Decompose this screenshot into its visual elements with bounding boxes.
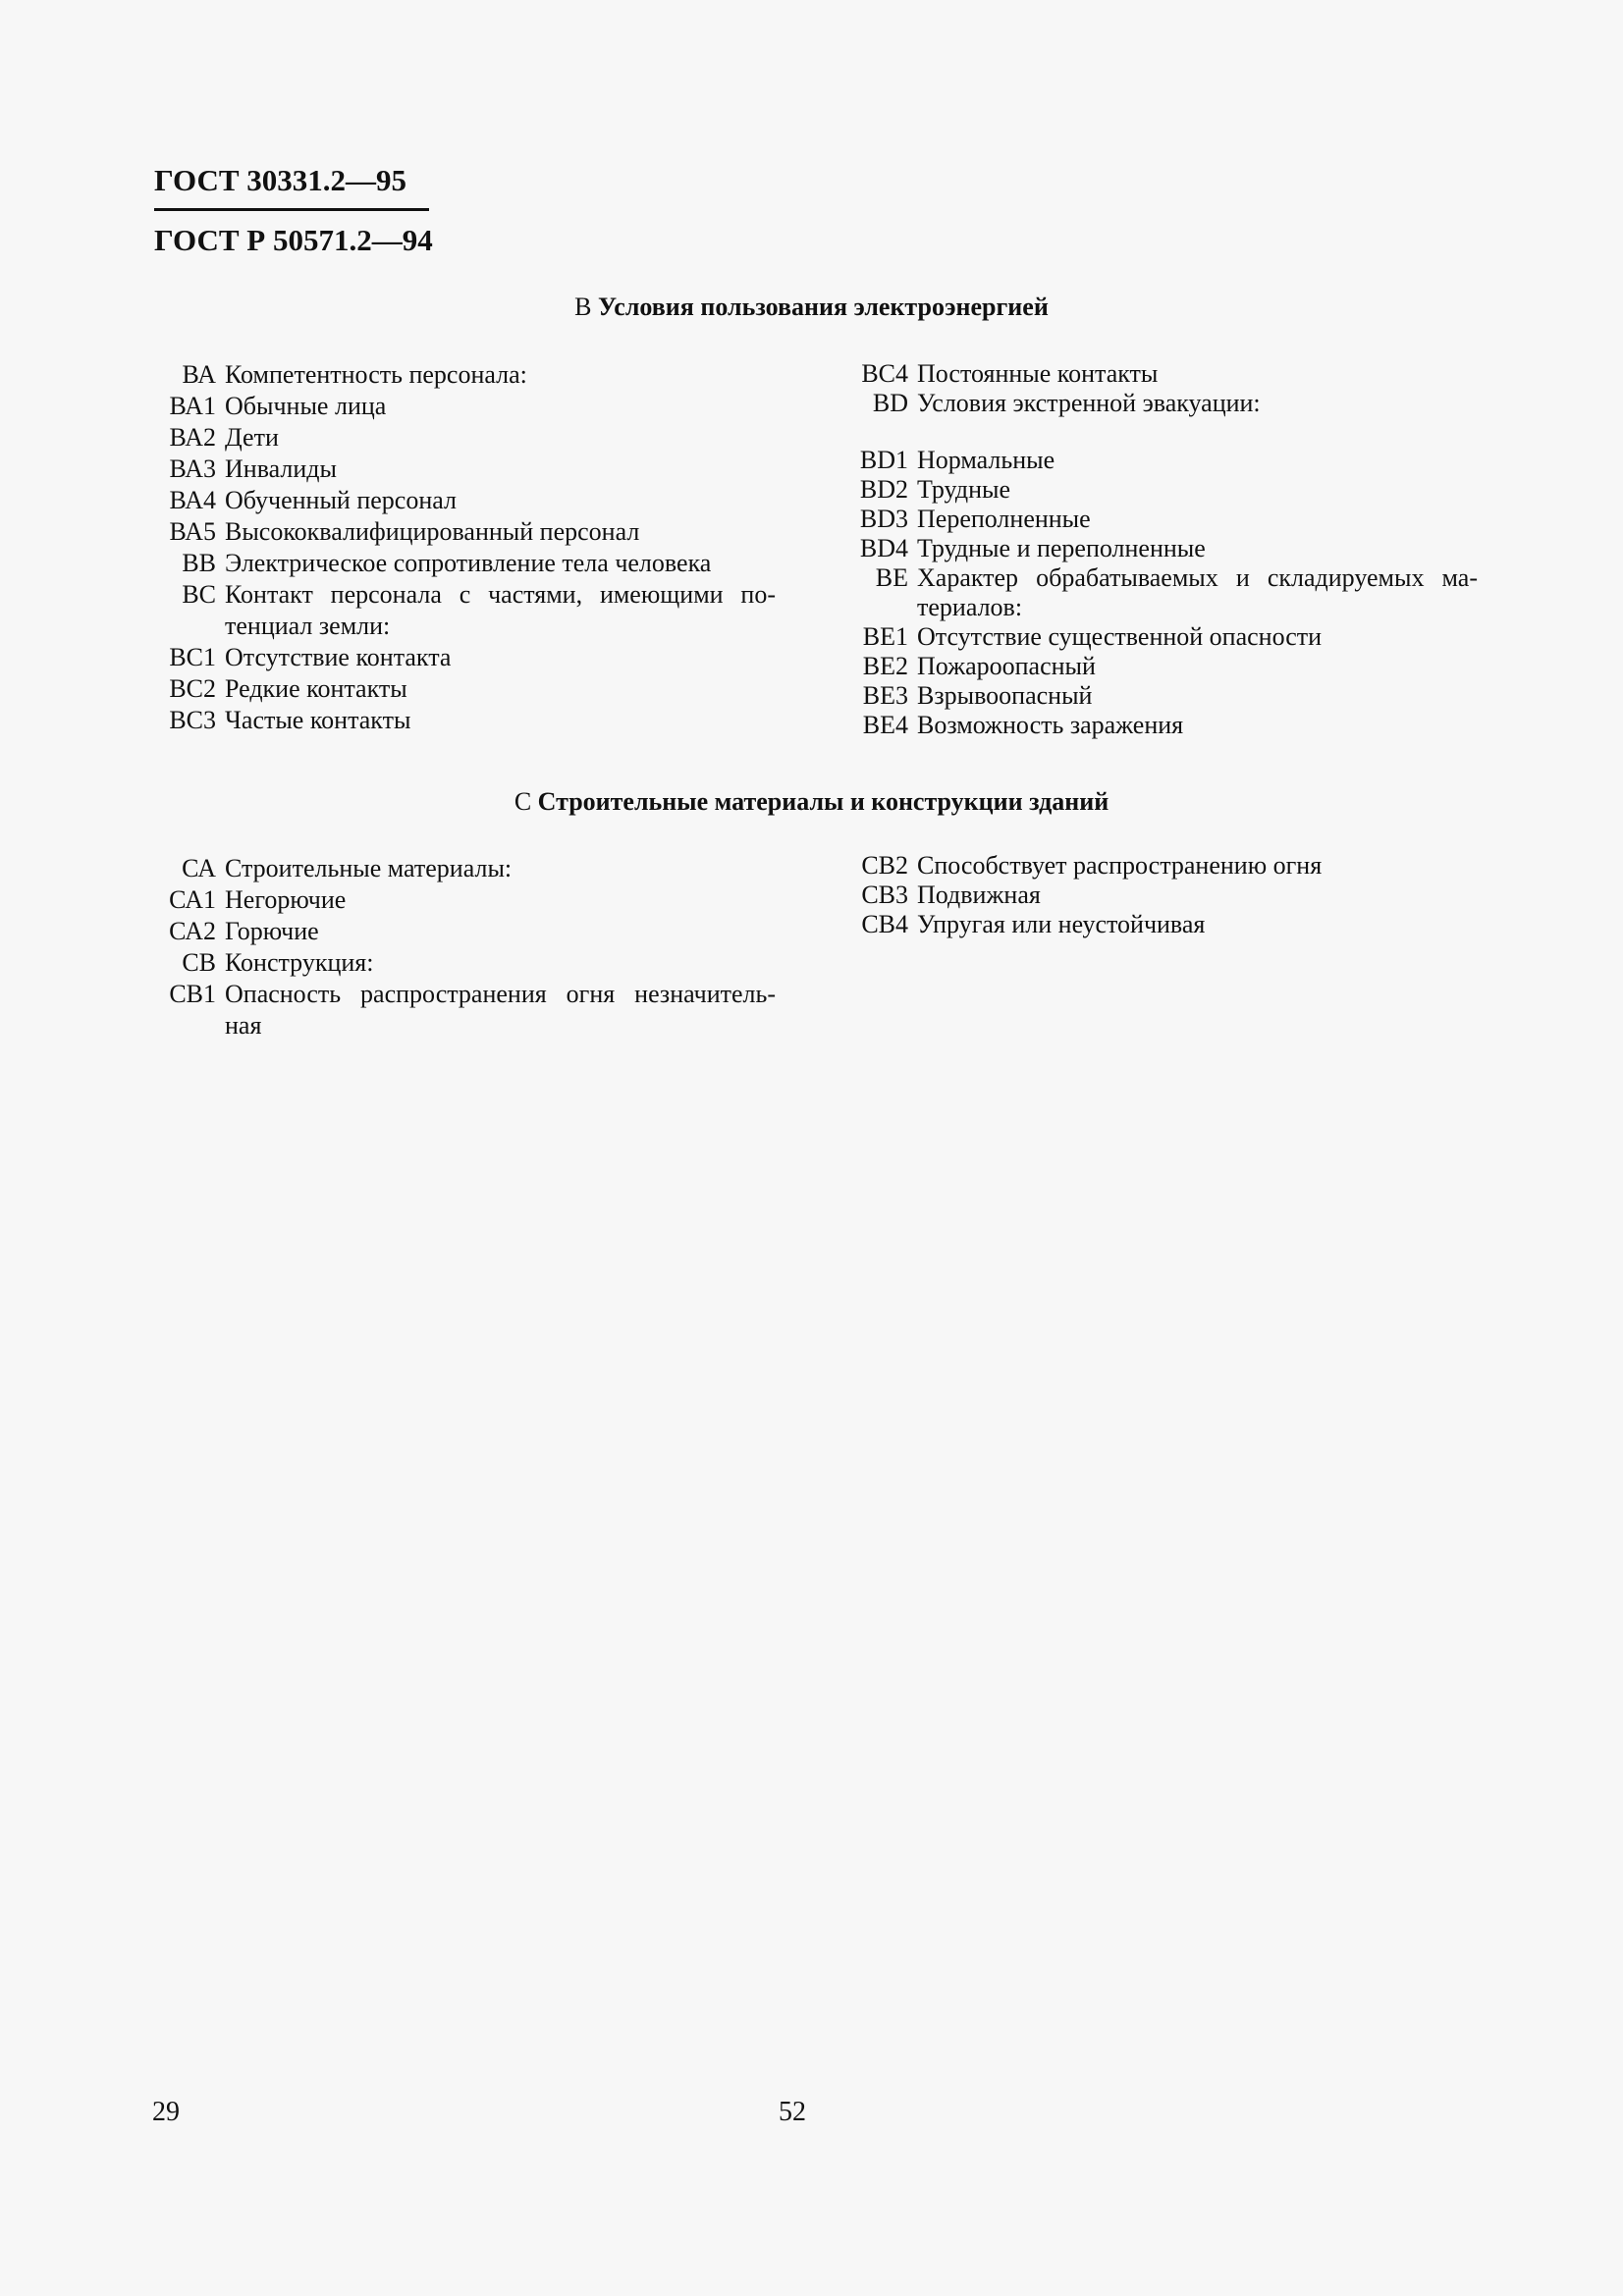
item-code: BD <box>872 389 908 417</box>
list-item <box>147 884 776 916</box>
section-b-left-column <box>147 359 776 736</box>
item-text: Постоянные контакты <box>917 359 1159 388</box>
item-text: Обычные лица <box>225 392 387 420</box>
item-text: Инвалиды <box>225 454 337 483</box>
list-item <box>147 454 776 485</box>
item-code: ВА4 <box>169 486 216 514</box>
item-code: BD2 <box>859 475 908 504</box>
item-code: BE3 <box>862 681 908 710</box>
item-text: Контакт персонала с частями, имеющими по- тенциал земли: <box>225 580 776 640</box>
standard-number-2: ГОСТ Р 50571.2—94 <box>154 223 433 257</box>
item-code: ВВ <box>182 549 216 577</box>
item-text: Упругая или неустойчивая <box>917 910 1206 938</box>
list-item <box>147 853 776 884</box>
list-item <box>839 389 1478 418</box>
list-item <box>147 979 776 1041</box>
item-text: Компетентность персонала: <box>225 360 527 389</box>
item-code: BD3 <box>859 505 908 533</box>
item-code: СВ3 <box>861 881 908 909</box>
page-number-center: 52 <box>779 2097 806 2127</box>
item-text: Горючие <box>225 917 319 945</box>
document-header <box>154 163 433 268</box>
item-code: СВ <box>182 948 216 977</box>
section-c-heading: Строительные материалы и конструкции зданий <box>537 787 1109 816</box>
item-code: BE1 <box>862 622 908 651</box>
item-code: ВА2 <box>169 423 216 452</box>
list-item <box>147 548 776 579</box>
section-b-heading: Условия пользования электроэнергией <box>598 293 1049 321</box>
item-code: СА2 <box>169 917 216 945</box>
item-code: СА <box>182 854 216 882</box>
list-item <box>147 947 776 979</box>
section-b-right-column <box>839 359 1478 740</box>
section-b-title <box>0 292 1623 323</box>
list-item <box>839 711 1478 740</box>
item-text: Высококвалифицированный персонал <box>225 517 640 546</box>
list-item <box>839 534 1478 563</box>
item-text: Нормальные <box>917 446 1055 474</box>
section-c-letter: С <box>514 787 532 816</box>
item-text: Отсутствие существенной опасности <box>917 622 1323 651</box>
item-code: ВА <box>182 360 216 389</box>
item-text: Обученный персонал <box>225 486 457 514</box>
item-code: ВА1 <box>169 392 216 420</box>
item-code: BD1 <box>859 446 908 474</box>
item-text: Пожароопасный <box>917 652 1096 680</box>
item-text: Конструкция: <box>225 948 374 977</box>
item-code: ВС3 <box>169 706 216 734</box>
item-code: ВА5 <box>169 517 216 546</box>
list-item <box>839 881 1478 910</box>
item-text: Условия экстренной эвакуации: <box>917 389 1261 417</box>
item-code: BD4 <box>859 534 908 562</box>
item-code: ВА3 <box>169 454 216 483</box>
item-text: Опасность распространения огня незначитель- ная <box>225 980 776 1040</box>
list-item <box>839 681 1478 711</box>
item-text: Возможность заражения <box>917 711 1184 739</box>
list-item <box>839 446 1478 475</box>
item-code: BE4 <box>862 711 908 739</box>
item-code: ВС <box>182 580 216 609</box>
list-item <box>147 642 776 673</box>
section-b-letter: В <box>574 293 592 321</box>
item-text: Дети <box>225 423 279 452</box>
list-item <box>839 563 1478 622</box>
item-text: Трудные <box>917 475 1011 504</box>
item-text: Трудные и переполненные <box>917 534 1206 562</box>
list-item <box>839 652 1478 681</box>
list-item <box>839 475 1478 505</box>
list-item <box>147 359 776 391</box>
list-item <box>147 579 776 642</box>
item-code: СА1 <box>169 885 216 914</box>
standard-number-1: ГОСТ 30331.2—95 <box>154 163 429 211</box>
item-code: BE <box>875 563 908 592</box>
item-text: Способствует распространению огня <box>917 851 1323 880</box>
list-item <box>839 910 1478 939</box>
item-code: ВС4 <box>861 359 908 388</box>
item-text: Строительные материалы: <box>225 854 513 882</box>
list-item <box>147 391 776 422</box>
section-c-title <box>0 786 1623 818</box>
item-text: Взрывоопасный <box>917 681 1093 710</box>
list-item <box>839 359 1478 389</box>
list-item <box>839 622 1478 652</box>
spacer <box>839 418 1478 446</box>
item-code: BE2 <box>862 652 908 680</box>
item-text: Характер обрабатываемых и складируемых ма- териалов: <box>917 563 1478 621</box>
list-item <box>147 916 776 947</box>
item-text: Негорючие <box>225 885 347 914</box>
list-item <box>839 505 1478 534</box>
item-text: Подвижная <box>917 881 1041 909</box>
list-item <box>147 516 776 548</box>
item-text: Редкие контакты <box>225 674 407 703</box>
list-item <box>147 485 776 516</box>
list-item <box>147 705 776 736</box>
list-item <box>147 422 776 454</box>
page-number-left: 29 <box>152 2097 180 2127</box>
item-code: ВС1 <box>169 643 216 671</box>
item-text: Переполненные <box>917 505 1091 533</box>
section-c-right-column <box>839 851 1478 939</box>
item-code: СВ4 <box>861 910 908 938</box>
item-text: Электрическое сопротивление тела человека <box>225 549 712 577</box>
item-text: Отсутствие контакта <box>225 643 452 671</box>
list-item <box>839 851 1478 881</box>
item-code: ВС2 <box>169 674 216 703</box>
item-code: СВ2 <box>861 851 908 880</box>
section-c-left-column <box>147 853 776 1041</box>
item-text: Частые контакты <box>225 706 411 734</box>
item-code: СВ1 <box>169 980 216 1008</box>
list-item <box>147 673 776 705</box>
